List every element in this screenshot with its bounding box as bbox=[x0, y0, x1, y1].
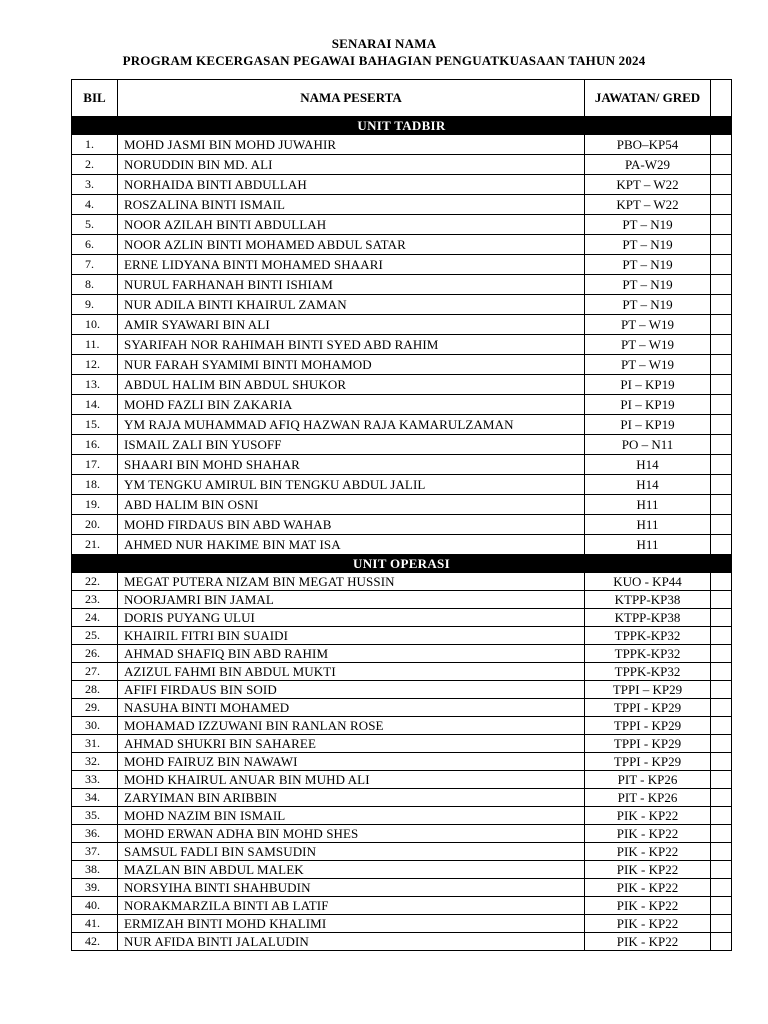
row-number: 36. bbox=[72, 825, 118, 843]
participant-name: AFIFI FIRDAUS BIN SOID bbox=[118, 681, 585, 699]
row-number: 20. bbox=[72, 515, 118, 535]
participant-name: ROSZALINA BINTI ISMAIL bbox=[118, 195, 585, 215]
participant-grade: TPPI - KP29 bbox=[585, 717, 711, 735]
participant-grade: PT – W19 bbox=[585, 315, 711, 335]
empty-cell bbox=[711, 591, 732, 609]
participant-name: NUR AFIDA BINTI JALALUDIN bbox=[118, 933, 585, 951]
participant-name: SAMSUL FADLI BIN SAMSUDIN bbox=[118, 843, 585, 861]
row-number: 27. bbox=[72, 663, 118, 681]
table-row bbox=[72, 495, 732, 515]
participant-name: AHMED NUR HAKIME BIN MAT ISA bbox=[118, 535, 585, 555]
participant-name: NOORJAMRI BIN JAMAL bbox=[118, 591, 585, 609]
row-number: 14. bbox=[72, 395, 118, 415]
row-number: 11. bbox=[72, 335, 118, 355]
participant-grade: KPT – W22 bbox=[585, 175, 711, 195]
participant-grade: PIK - KP22 bbox=[585, 861, 711, 879]
empty-cell bbox=[711, 681, 732, 699]
row-number: 18. bbox=[72, 475, 118, 495]
table-row bbox=[72, 415, 732, 435]
section-title: UNIT TADBIR bbox=[72, 117, 732, 135]
table-body bbox=[72, 117, 732, 951]
table-row bbox=[72, 195, 732, 215]
row-number: 38. bbox=[72, 861, 118, 879]
participant-name: ERMIZAH BINTI MOHD KHALIMI bbox=[118, 915, 585, 933]
row-number: 28. bbox=[72, 681, 118, 699]
participant-grade: PI – KP19 bbox=[585, 375, 711, 395]
row-number: 12. bbox=[72, 355, 118, 375]
empty-cell bbox=[711, 255, 732, 275]
table-row bbox=[72, 335, 732, 355]
empty-cell bbox=[711, 825, 732, 843]
empty-cell bbox=[711, 295, 732, 315]
participant-name: NUR FARAH SYAMIMI BINTI MOHAMOD bbox=[118, 355, 585, 375]
participant-table bbox=[71, 79, 732, 951]
row-number: 35. bbox=[72, 807, 118, 825]
table-row bbox=[72, 843, 732, 861]
document-subtitle: PROGRAM KECERGASAN PEGAWAI BAHAGIAN PENGUATKUASAAN TAHUN 2024 bbox=[122, 53, 646, 68]
table-header-row bbox=[72, 80, 732, 117]
table-row bbox=[72, 645, 732, 663]
header-bil: BIL bbox=[72, 80, 118, 117]
participant-grade: PI – KP19 bbox=[585, 395, 711, 415]
empty-cell bbox=[711, 435, 732, 455]
table-row bbox=[72, 699, 732, 717]
row-number: 37. bbox=[72, 843, 118, 861]
empty-cell bbox=[711, 879, 732, 897]
empty-cell bbox=[711, 175, 732, 195]
participant-name: ERNE LIDYANA BINTI MOHAMED SHAARI bbox=[118, 255, 585, 275]
participant-name: MOHD NAZIM BIN ISMAIL bbox=[118, 807, 585, 825]
participant-grade: KTPP-KP38 bbox=[585, 591, 711, 609]
participant-name: AZIZUL FAHMI BIN ABDUL MUKTI bbox=[118, 663, 585, 681]
table-row bbox=[72, 155, 732, 175]
participant-grade: H11 bbox=[585, 535, 711, 555]
empty-cell bbox=[711, 515, 732, 535]
empty-cell bbox=[711, 395, 732, 415]
participant-name: AMIR SYAWARI BIN ALI bbox=[118, 315, 585, 335]
empty-cell bbox=[711, 195, 732, 215]
header-name: NAMA PESERTA bbox=[118, 80, 585, 117]
row-number: 31. bbox=[72, 735, 118, 753]
row-number: 13. bbox=[72, 375, 118, 395]
participant-grade: H11 bbox=[585, 515, 711, 535]
participant-name: NURUL FARHANAH BINTI ISHIAM bbox=[118, 275, 585, 295]
section-title: UNIT OPERASI bbox=[72, 555, 732, 573]
table-row bbox=[72, 235, 732, 255]
participant-name: MOHD JASMI BIN MOHD JUWAHIR bbox=[118, 135, 585, 155]
row-number: 22. bbox=[72, 573, 118, 591]
participant-grade: PT – W19 bbox=[585, 355, 711, 375]
table-row bbox=[72, 753, 732, 771]
table-row bbox=[72, 915, 732, 933]
participant-grade: TPPK-KP32 bbox=[585, 627, 711, 645]
row-number: 17. bbox=[72, 455, 118, 475]
table-row bbox=[72, 275, 732, 295]
table-row bbox=[72, 609, 732, 627]
table-row bbox=[72, 375, 732, 395]
empty-cell bbox=[711, 861, 732, 879]
participant-name: MOHD KHAIRUL ANUAR BIN MUHD ALI bbox=[118, 771, 585, 789]
row-number: 40. bbox=[72, 897, 118, 915]
document-title: SENARAI NAMA bbox=[331, 36, 437, 51]
participant-name: NOOR AZILAH BINTI ABDULLAH bbox=[118, 215, 585, 235]
participant-grade: TPPI – KP29 bbox=[585, 681, 711, 699]
table-row bbox=[72, 591, 732, 609]
empty-cell bbox=[711, 355, 732, 375]
section-header-row bbox=[72, 117, 732, 135]
header-grade: JAWATAN/ GRED bbox=[585, 80, 711, 117]
row-number: 6. bbox=[72, 235, 118, 255]
row-number: 26. bbox=[72, 645, 118, 663]
participant-grade: TPPK-KP32 bbox=[585, 645, 711, 663]
row-number: 33. bbox=[72, 771, 118, 789]
participant-name: MOHD FIRDAUS BIN ABD WAHAB bbox=[118, 515, 585, 535]
empty-cell bbox=[711, 717, 732, 735]
empty-cell bbox=[711, 753, 732, 771]
participant-name: DORIS PUYANG ULUI bbox=[118, 609, 585, 627]
participant-grade: PIK - KP22 bbox=[585, 807, 711, 825]
table-row bbox=[72, 735, 732, 753]
row-number: 23. bbox=[72, 591, 118, 609]
table-row bbox=[72, 933, 732, 951]
participant-name: MOHD FAZLI BIN ZAKARIA bbox=[118, 395, 585, 415]
empty-cell bbox=[711, 315, 732, 335]
participant-name: AHMAD SHAFIQ BIN ABD RAHIM bbox=[118, 645, 585, 663]
table-row bbox=[72, 295, 732, 315]
empty-cell bbox=[711, 735, 732, 753]
row-number: 9. bbox=[72, 295, 118, 315]
participant-grade: TPPI - KP29 bbox=[585, 735, 711, 753]
participant-name: MOHD ERWAN ADHA BIN MOHD SHES bbox=[118, 825, 585, 843]
participant-grade: PIK - KP22 bbox=[585, 879, 711, 897]
row-number: 34. bbox=[72, 789, 118, 807]
participant-grade: PT – W19 bbox=[585, 335, 711, 355]
table-row bbox=[72, 771, 732, 789]
empty-cell bbox=[711, 215, 732, 235]
participant-grade: TPPK-KP32 bbox=[585, 663, 711, 681]
table-row bbox=[72, 897, 732, 915]
header-extra bbox=[711, 80, 732, 117]
table-row bbox=[72, 861, 732, 879]
participant-grade: PT – N19 bbox=[585, 275, 711, 295]
participant-grade: PT – N19 bbox=[585, 295, 711, 315]
participant-name: NOOR AZLIN BINTI MOHAMED ABDUL SATAR bbox=[118, 235, 585, 255]
empty-cell bbox=[711, 275, 732, 295]
empty-cell bbox=[711, 699, 732, 717]
row-number: 7. bbox=[72, 255, 118, 275]
table-row bbox=[72, 627, 732, 645]
table-row bbox=[72, 435, 732, 455]
participant-grade: PIT - KP26 bbox=[585, 789, 711, 807]
participant-name: ZARYIMAN BIN ARIBBIN bbox=[118, 789, 585, 807]
empty-cell bbox=[711, 375, 732, 395]
participant-grade: H11 bbox=[585, 495, 711, 515]
row-number: 15. bbox=[72, 415, 118, 435]
table-row bbox=[72, 807, 732, 825]
table-row bbox=[72, 355, 732, 375]
empty-cell bbox=[711, 843, 732, 861]
participant-grade: KPT – W22 bbox=[585, 195, 711, 215]
participant-grade: PBO–KP54 bbox=[585, 135, 711, 155]
table-row bbox=[72, 175, 732, 195]
row-number: 24. bbox=[72, 609, 118, 627]
participant-grade: PT – N19 bbox=[585, 255, 711, 275]
table-row bbox=[72, 663, 732, 681]
participant-name: NORHAIDA BINTI ABDULLAH bbox=[118, 175, 585, 195]
participant-name: MAZLAN BIN ABDUL MALEK bbox=[118, 861, 585, 879]
table-row bbox=[72, 717, 732, 735]
participant-grade: PIK - KP22 bbox=[585, 897, 711, 915]
empty-cell bbox=[711, 455, 732, 475]
participant-grade: TPPI - KP29 bbox=[585, 753, 711, 771]
row-number: 29. bbox=[72, 699, 118, 717]
row-number: 41. bbox=[72, 915, 118, 933]
participant-name: NORAKMARZILA BINTI AB LATIF bbox=[118, 897, 585, 915]
row-number: 3. bbox=[72, 175, 118, 195]
row-number: 30. bbox=[72, 717, 118, 735]
participant-name: NASUHA BINTI MOHAMED bbox=[118, 699, 585, 717]
row-number: 5. bbox=[72, 215, 118, 235]
participant-grade: PIK - KP22 bbox=[585, 933, 711, 951]
participant-grade: PI – KP19 bbox=[585, 415, 711, 435]
participant-grade: PIK - KP22 bbox=[585, 825, 711, 843]
participant-grade: PIK - KP22 bbox=[585, 843, 711, 861]
table-row bbox=[72, 681, 732, 699]
participant-grade: PA-W29 bbox=[585, 155, 711, 175]
participant-name: YM TENGKU AMIRUL BIN TENGKU ABDUL JALIL bbox=[118, 475, 585, 495]
table-row bbox=[72, 535, 732, 555]
table-row bbox=[72, 455, 732, 475]
table-row bbox=[72, 825, 732, 843]
row-number: 16. bbox=[72, 435, 118, 455]
participant-grade: PO – N11 bbox=[585, 435, 711, 455]
empty-cell bbox=[711, 335, 732, 355]
row-number: 4. bbox=[72, 195, 118, 215]
empty-cell bbox=[711, 535, 732, 555]
participant-name: MOHD FAIRUZ BIN NAWAWI bbox=[118, 753, 585, 771]
empty-cell bbox=[711, 627, 732, 645]
participant-name: SYARIFAH NOR RAHIMAH BINTI SYED ABD RAHIM bbox=[118, 335, 585, 355]
participant-name: KHAIRIL FITRI BIN SUAIDI bbox=[118, 627, 585, 645]
participant-name: YM RAJA MUHAMMAD AFIQ HAZWAN RAJA KAMARULZAMAN bbox=[118, 415, 585, 435]
participant-name: NORUDDIN BIN MD. ALI bbox=[118, 155, 585, 175]
empty-cell bbox=[711, 789, 732, 807]
empty-cell bbox=[711, 415, 732, 435]
row-number: 42. bbox=[72, 933, 118, 951]
empty-cell bbox=[711, 771, 732, 789]
empty-cell bbox=[711, 915, 732, 933]
participant-name: ABD HALIM BIN OSNI bbox=[118, 495, 585, 515]
table-row bbox=[72, 395, 732, 415]
empty-cell bbox=[711, 663, 732, 681]
participant-name: AHMAD SHUKRI BIN SAHAREE bbox=[118, 735, 585, 753]
table-row bbox=[72, 879, 732, 897]
row-number: 25. bbox=[72, 627, 118, 645]
table-row bbox=[72, 475, 732, 495]
participant-name: ISMAIL ZALI BIN YUSOFF bbox=[118, 435, 585, 455]
row-number: 8. bbox=[72, 275, 118, 295]
table-row bbox=[72, 515, 732, 535]
participant-name: SHAARI BIN MOHD SHAHAR bbox=[118, 455, 585, 475]
empty-cell bbox=[711, 475, 732, 495]
participant-name: MEGAT PUTERA NIZAM BIN MEGAT HUSSIN bbox=[118, 573, 585, 591]
row-number: 21. bbox=[72, 535, 118, 555]
participant-name: NUR ADILA BINTI KHAIRUL ZAMAN bbox=[118, 295, 585, 315]
empty-cell bbox=[711, 897, 732, 915]
empty-cell bbox=[711, 235, 732, 255]
participant-grade: PIT - KP26 bbox=[585, 771, 711, 789]
participant-grade: TPPI - KP29 bbox=[585, 699, 711, 717]
table-row bbox=[72, 315, 732, 335]
participant-grade: PT – N19 bbox=[585, 235, 711, 255]
row-number: 1. bbox=[72, 135, 118, 155]
empty-cell bbox=[711, 155, 732, 175]
empty-cell bbox=[711, 573, 732, 591]
participant-name: NORSYIHA BINTI SHAHBUDIN bbox=[118, 879, 585, 897]
row-number: 10. bbox=[72, 315, 118, 335]
participant-grade: PIK - KP22 bbox=[585, 915, 711, 933]
row-number: 19. bbox=[72, 495, 118, 515]
row-number: 32. bbox=[72, 753, 118, 771]
row-number: 2. bbox=[72, 155, 118, 175]
participant-grade: KUO - KP44 bbox=[585, 573, 711, 591]
row-number: 39. bbox=[72, 879, 118, 897]
table-row bbox=[72, 573, 732, 591]
empty-cell bbox=[711, 495, 732, 515]
participant-grade: H14 bbox=[585, 475, 711, 495]
empty-cell bbox=[711, 807, 732, 825]
table-row bbox=[72, 215, 732, 235]
empty-cell bbox=[711, 645, 732, 663]
empty-cell bbox=[711, 135, 732, 155]
participant-grade: KTPP-KP38 bbox=[585, 609, 711, 627]
participant-grade: PT – N19 bbox=[585, 215, 711, 235]
participant-name: ABDUL HALIM BIN ABDUL SHUKOR bbox=[118, 375, 585, 395]
empty-cell bbox=[711, 609, 732, 627]
table-row bbox=[72, 135, 732, 155]
table-row bbox=[72, 789, 732, 807]
table-row bbox=[72, 255, 732, 275]
participant-grade: H14 bbox=[585, 455, 711, 475]
empty-cell bbox=[711, 933, 732, 951]
participant-name: MOHAMAD IZZUWANI BIN RANLAN ROSE bbox=[118, 717, 585, 735]
section-header-row bbox=[72, 555, 732, 573]
